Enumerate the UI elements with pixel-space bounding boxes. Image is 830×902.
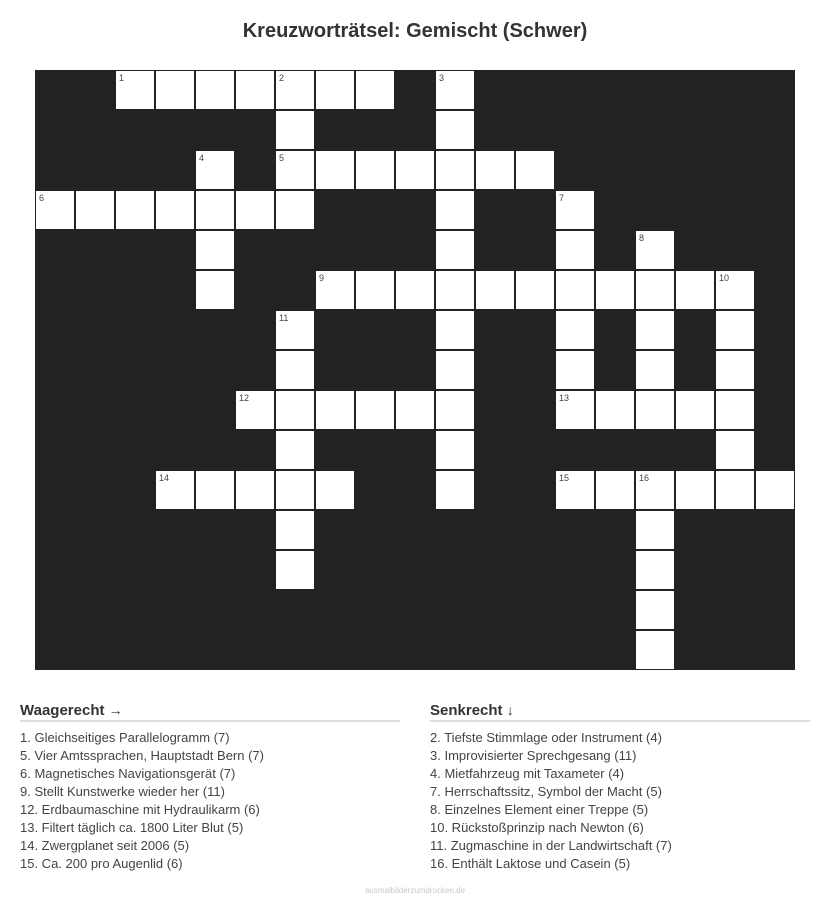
grid-cell[interactable] (435, 230, 475, 270)
clue-number: 4 (199, 153, 205, 163)
grid-cell[interactable] (315, 270, 355, 310)
grid-cell[interactable] (475, 270, 515, 310)
grid-cell[interactable] (275, 310, 315, 350)
grid-cell[interactable] (115, 70, 155, 110)
down-clue: 3. Improvisierter Sprechgesang (11) (430, 748, 637, 763)
footer-credit: ausmalbilderzumdrucken.de (364, 886, 466, 895)
grid-cell[interactable] (435, 310, 475, 350)
grid-cell[interactable] (475, 150, 515, 190)
grid-cell[interactable] (635, 270, 675, 310)
down-clues-panel (430, 702, 810, 873)
across-clue-list (20, 729, 400, 873)
grid-cell[interactable] (675, 470, 715, 510)
grid-cell[interactable] (275, 550, 315, 590)
grid-cell[interactable] (355, 150, 395, 190)
grid-cell[interactable] (435, 70, 475, 110)
grid-cell[interactable] (635, 350, 675, 390)
down-clue: 2. Tiefste Stimmlage oder Instrument (4) (430, 730, 662, 745)
grid-cell[interactable] (35, 190, 75, 230)
across-clue: 13. Filtert täglich ca. 1800 Liter Blut (5) (20, 820, 244, 835)
grid-cell[interactable] (395, 150, 435, 190)
grid-cell[interactable] (275, 470, 315, 510)
grid-cell[interactable] (235, 70, 275, 110)
grid-cell[interactable] (195, 190, 235, 230)
clue-number: 1 (119, 73, 125, 83)
grid-cell[interactable] (635, 630, 675, 670)
clue-number: 11 (279, 313, 289, 323)
grid-cell[interactable] (635, 470, 675, 510)
grid-cell[interactable] (395, 270, 435, 310)
grid-cell[interactable] (595, 270, 635, 310)
across-clue: 14. Zwergplanet seit 2006 (5) (20, 838, 190, 853)
grid-cell[interactable] (435, 470, 475, 510)
grid-cell[interactable] (515, 150, 555, 190)
grid-cell[interactable] (635, 510, 675, 550)
across-clue: 6. Magnetisches Navigationsgerät (7) (20, 766, 236, 781)
crossword-grid (35, 70, 795, 670)
grid-cell[interactable] (315, 390, 355, 430)
grid-cell[interactable] (595, 470, 635, 510)
grid-cell[interactable] (275, 430, 315, 470)
grid-cell[interactable] (75, 190, 115, 230)
clue-number: 13 (559, 393, 570, 403)
grid-cell[interactable] (555, 310, 595, 350)
clue-number: 10 (719, 273, 730, 283)
grid-cell[interactable] (355, 70, 395, 110)
clue-number: 5 (279, 153, 285, 163)
grid-cell[interactable] (275, 350, 315, 390)
grid-cell[interactable] (435, 190, 475, 230)
clue-number: 14 (159, 473, 170, 483)
grid-cell[interactable] (275, 150, 315, 190)
across-heading-label: Waagerecht (20, 702, 105, 719)
grid-cell[interactable] (155, 70, 195, 110)
grid-cell[interactable] (715, 310, 755, 350)
grid-cell[interactable] (355, 390, 395, 430)
grid-cell[interactable] (555, 470, 595, 510)
grid-cell[interactable] (435, 110, 475, 150)
across-clues-panel (20, 702, 400, 873)
grid-cell[interactable] (635, 390, 675, 430)
clue-number: 3 (439, 73, 445, 83)
grid-cell[interactable] (355, 270, 395, 310)
grid-cell[interactable] (555, 270, 595, 310)
grid-cell[interactable] (435, 150, 475, 190)
down-clue: 16. Enthält Laktose und Casein (5) (430, 856, 631, 871)
grid-cell[interactable] (715, 470, 755, 510)
grid-cell[interactable] (235, 390, 275, 430)
grid-cell[interactable] (635, 230, 675, 270)
clue-number: 6 (39, 193, 45, 203)
grid-cell[interactable] (235, 470, 275, 510)
grid-cell[interactable] (435, 350, 475, 390)
grid-cell[interactable] (155, 470, 195, 510)
clue-number: 12 (239, 393, 250, 403)
grid-cell[interactable] (275, 70, 315, 110)
grid-cell[interactable] (195, 270, 235, 310)
arrow-down-icon: ↓ (506, 702, 514, 718)
grid-cell[interactable] (715, 430, 755, 470)
grid-cell[interactable] (275, 390, 315, 430)
down-clue: 7. Herrschaftssitz, Symbol der Macht (5) (430, 784, 662, 799)
grid-cell[interactable] (195, 470, 235, 510)
page-title: Kreuzworträtsel: Gemischt (Schwer) (242, 20, 588, 42)
down-clue: 10. Rückstoßprinzip nach Newton (6) (430, 820, 644, 835)
clue-number: 15 (559, 473, 570, 483)
across-clue: 9. Stellt Kunstwerke wieder her (11) (20, 784, 225, 799)
clue-number: 9 (319, 273, 325, 283)
grid-cell[interactable] (395, 390, 435, 430)
grid-cell[interactable] (315, 70, 355, 110)
across-clue: 1. Gleichseitiges Parallelogramm (7) (20, 730, 230, 745)
grid-cell[interactable] (715, 390, 755, 430)
grid-cell[interactable] (435, 270, 475, 310)
grid-cell[interactable] (635, 310, 675, 350)
grid-cell[interactable] (275, 110, 315, 150)
grid-cell[interactable] (315, 150, 355, 190)
across-clue: 5. Vier Amtssprachen, Hauptstadt Bern (7) (20, 748, 264, 763)
grid-cell[interactable] (715, 350, 755, 390)
grid-cell[interactable] (675, 390, 715, 430)
grid-cell[interactable] (275, 190, 315, 230)
down-clue: 4. Mietfahrzeug mit Taxameter (4) (430, 766, 625, 781)
down-heading (430, 702, 810, 722)
grid-cell[interactable] (635, 590, 675, 630)
down-heading-label: Senkrecht (430, 702, 503, 719)
clue-number: 8 (639, 233, 645, 243)
down-clue: 8. Einzelnes Element einer Treppe (5) (430, 802, 649, 817)
grid-cell[interactable] (675, 270, 715, 310)
grid-cell[interactable] (515, 270, 555, 310)
grid-cell[interactable] (435, 430, 475, 470)
down-clue: 11. Zugmaschine in der Landwirtschaft (7) (430, 838, 672, 853)
arrow-right-icon: → (108, 702, 123, 718)
down-clue-list (430, 729, 810, 873)
grid-cell[interactable] (555, 350, 595, 390)
grid-cell[interactable] (195, 230, 235, 270)
grid-cell[interactable] (555, 190, 595, 230)
grid-cell[interactable] (195, 70, 235, 110)
grid-cell[interactable] (635, 550, 675, 590)
grid-cell[interactable] (435, 390, 475, 430)
grid-cell[interactable] (275, 510, 315, 550)
grid-cell[interactable] (755, 470, 795, 510)
clue-number: 2 (279, 73, 285, 83)
clue-number: 16 (639, 473, 650, 483)
grid-cell[interactable] (195, 150, 235, 190)
across-clue: 12. Erdbaumaschine mit Hydraulikarm (6) (20, 802, 260, 817)
grid-cell[interactable] (315, 470, 355, 510)
grid-cell[interactable] (555, 390, 595, 430)
grid-cell[interactable] (115, 190, 155, 230)
clue-number: 7 (559, 193, 565, 203)
grid-cell[interactable] (715, 270, 755, 310)
grid-cell[interactable] (595, 390, 635, 430)
grid-cell[interactable] (155, 190, 195, 230)
grid-cell[interactable] (555, 230, 595, 270)
grid-cell[interactable] (235, 190, 275, 230)
across-clue: 15. Ca. 200 pro Augenlid (6) (20, 856, 183, 871)
across-heading (20, 702, 400, 722)
